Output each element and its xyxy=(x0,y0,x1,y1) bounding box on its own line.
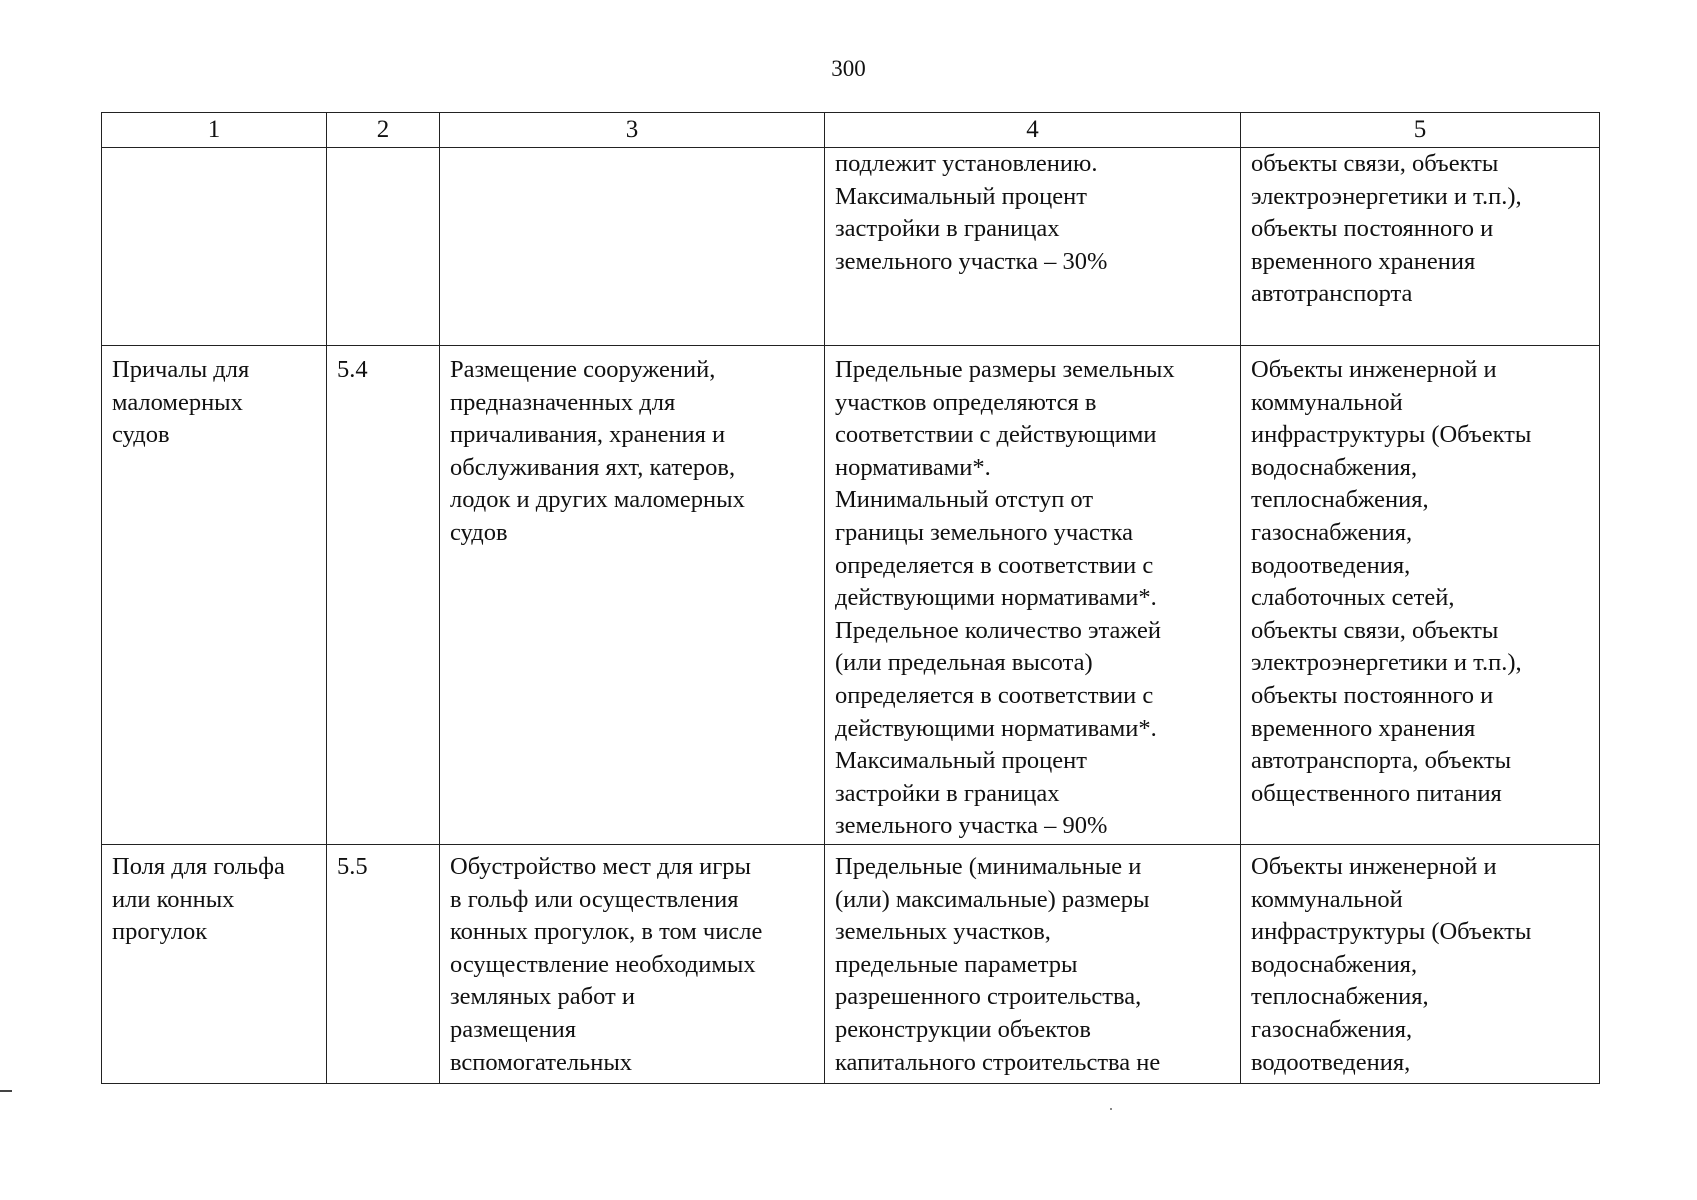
table-row-5-5 xyxy=(102,845,1600,1084)
table-row-continuation xyxy=(102,148,1600,346)
cell-parameters: подлежит установлению. Максимальный процент застройки в границах земельного участка – 30% xyxy=(825,148,1241,346)
land-use-table xyxy=(101,112,1600,1084)
cell-description xyxy=(440,148,825,346)
column-header-1: 1 xyxy=(102,113,327,148)
column-header-5: 5 xyxy=(1241,113,1600,148)
cell-objects: Объекты инженерной и коммунальной инфраструктуры (Объекты водоснабжения, теплоснабжения, газоснабжения, водоотведения, слаботочных сетей, объекты связи, объекты электроэнергетики и т.п.), объекты постоянного и временного хранения автотранспорта, объекты общественного питания xyxy=(1241,346,1600,845)
scan-speck xyxy=(1110,1108,1112,1110)
margin-mark xyxy=(0,1090,12,1092)
column-header-3: 3 xyxy=(440,113,825,148)
cell-parameters: Предельные размеры земельных участков определяются в соответствии с действующими нормативами*. Минимальный отступ от границы земельного участка определяется в соответствии с действующими нормативами*. Предельное количество этажей (или предельная высота) определяется в соответствии с действующими нормативами*. Максимальный процент застройки в границах земельного участка – 90% xyxy=(825,346,1241,845)
cell-name: Причалы для маломерных судов xyxy=(102,346,327,845)
cell-description: Обустройство мест для игры в гольф или осуществления конных прогулок, в том числе осуществление необходимых земляных работ и размещения вспомогательных xyxy=(440,845,825,1084)
table-row-5-4 xyxy=(102,346,1600,845)
cell-code xyxy=(327,148,440,346)
cell-objects: Объекты инженерной и коммунальной инфраструктуры (Объекты водоснабжения, теплоснабжения, газоснабжения, водоотведения, xyxy=(1241,845,1600,1084)
cell-parameters: Предельные (минимальные и (или) максимальные) размеры земельных участков, предельные параметры разрешенного строительства, реконструкции объектов капитального строительства не xyxy=(825,845,1241,1084)
cell-description: Размещение сооружений, предназначенных для причаливания, хранения и обслуживания яхт, катеров, лодок и других маломерных судов xyxy=(440,346,825,845)
cell-objects: объекты связи, объекты электроэнергетики и т.п.), объекты постоянного и временного хранения автотранспорта xyxy=(1241,148,1600,346)
cell-name: Поля для гольфа или конных прогулок xyxy=(102,845,327,1084)
cell-name xyxy=(102,148,327,346)
table-header-row xyxy=(102,113,1600,148)
cell-code: 5.5 xyxy=(327,845,440,1084)
column-header-2: 2 xyxy=(327,113,440,148)
column-header-4: 4 xyxy=(825,113,1241,148)
page-number: 300 xyxy=(831,56,866,81)
cell-code: 5.4 xyxy=(327,346,440,845)
